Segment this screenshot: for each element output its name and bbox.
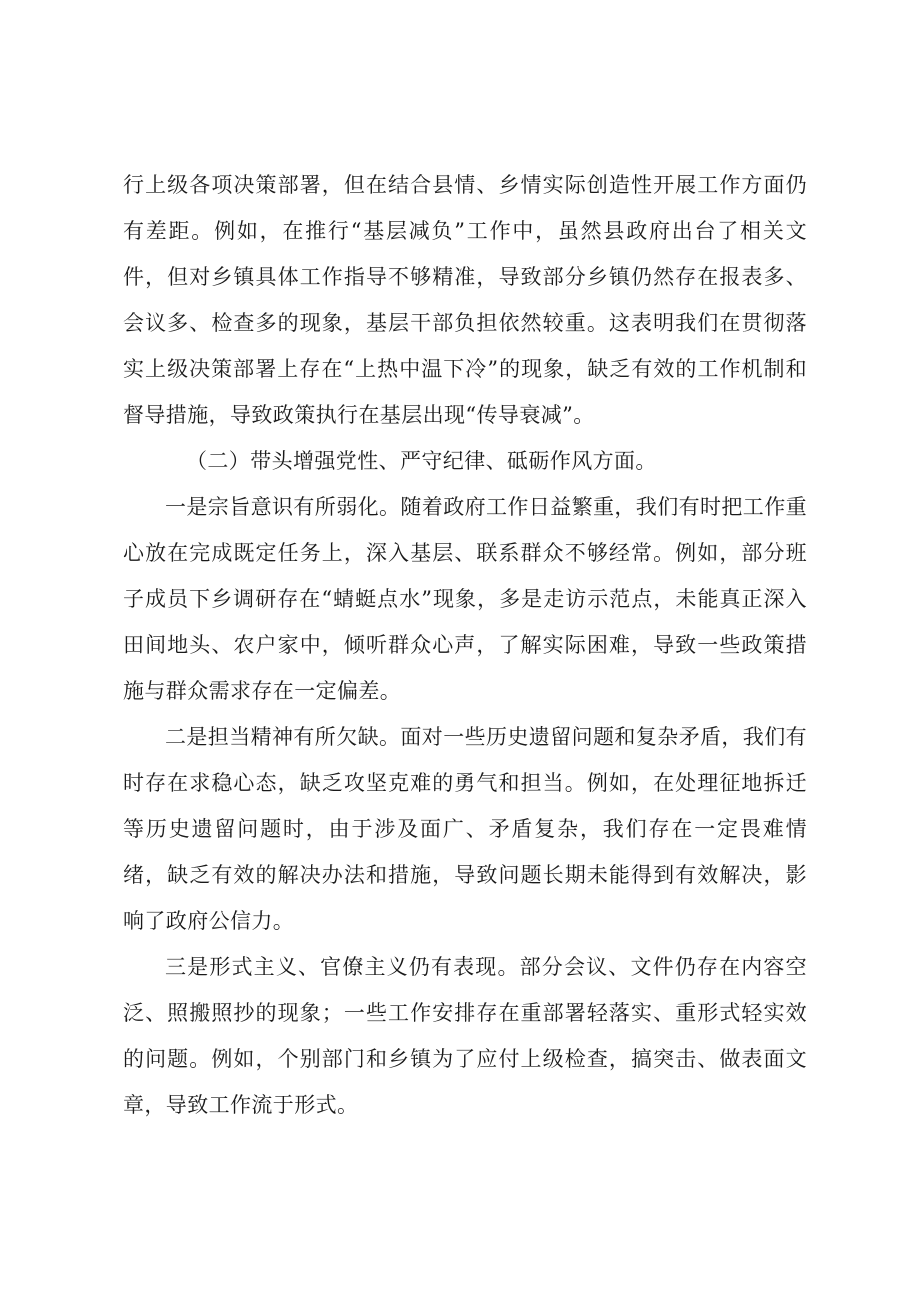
document-body (123, 162, 807, 1128)
paragraph-formalism: 三是形式主义、官僚主义仍有表现。部分会议、文件仍存在内容空泛、照搬照抄的现象；一些工作安排存在重部署轻落实、重形式轻实效的问题。例如，个别部门和乡镇为了应付上级检查，搞突击、做表面文章，导致工作流于形式。 (123, 955, 807, 1117)
paragraph-continuation: 行上级各项决策部署，但在结合县情、乡情实际创造性开展工作方面仍有差距。例如，在推行“基层减负”工作中，虽然县政府出台了相关文件，但对乡镇具体工作指导不够精准，导致部分乡镇仍然存在报表多、会议多、检查多的现象，基层干部负担依然较重。这表明我们在贯彻落实上级决策部署上存在“上热中温下冷”的现象，缺乏有效的工作机制和督导措施，导致政策执行在基层出现“传导衰减”。 (123, 173, 807, 427)
paragraph-responsibility: 二是担当精神有所欠缺。面对一些历史遗留问题和复杂矛盾，我们有时存在求稳心态，缺乏攻坚克难的勇气和担当。例如，在处理征地拆迁等历史遗留问题时，由于涉及面广、矛盾复杂，我们存在一定畏难情绪，缺乏有效的解决办法和措施，导致问题长期未能得到有效解决，影响了政府公信力。 (123, 725, 807, 933)
section-heading: （二）带头增强党性、严守纪律、砥砺作风方面。 (186, 449, 657, 473)
paragraph-purpose-awareness: 一是宗旨意识有所弱化。随着政府工作日益繁重，我们有时把工作重心放在完成既定任务上，深入基层、联系群众不够经常。例如，部分班子成员下乡调研存在“蜻蜓点水”现象，多是走访示范点，未能真正深入田间地头、农户家中，倾听群众心声，了解实际困难，导致一些政策措施与群众需求存在一定偏差。 (123, 495, 807, 703)
